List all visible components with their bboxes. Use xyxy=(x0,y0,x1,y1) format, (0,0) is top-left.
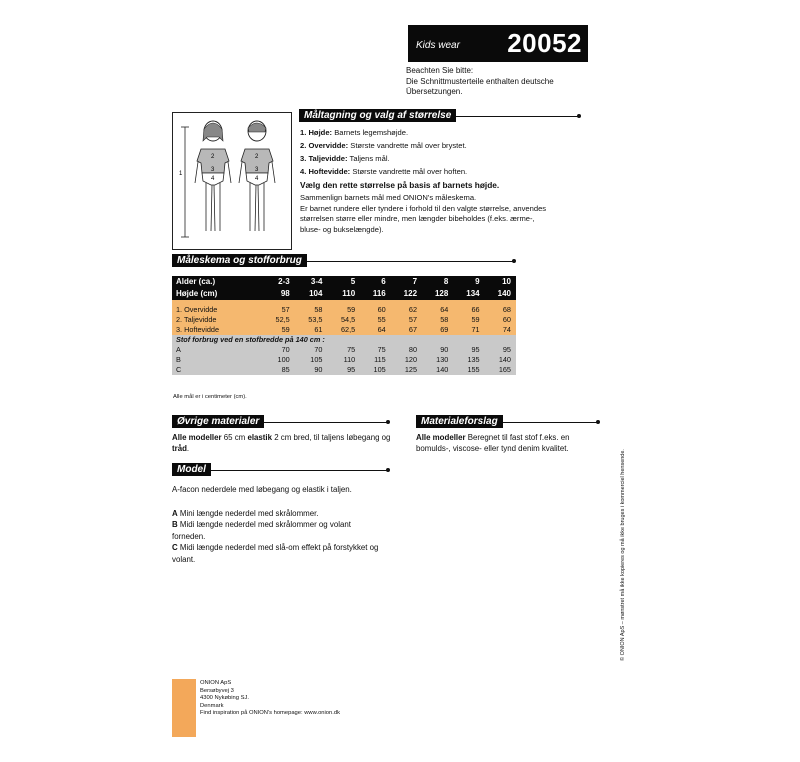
note-line: Beachten Sie bitte: xyxy=(406,66,474,75)
pattern-header xyxy=(408,25,588,62)
size-advice: Vælg den rette størrelse på basis af barnets højde. xyxy=(300,180,500,190)
rule-dot xyxy=(512,259,516,263)
fig-label: 4 xyxy=(211,176,215,182)
model-title: Model xyxy=(172,463,211,476)
orange-accent-bar xyxy=(172,679,196,737)
model-item-b: B Midi længde nederdel med skrålommer og volant xyxy=(172,520,351,529)
fabric-header-row: Stof forbrug ved en stofbredde på 140 cm : xyxy=(172,335,516,345)
table-row: 3. Hoftevidde 59 61 62,5 64 67 69 71 74 xyxy=(172,325,516,335)
material-suggestion-title: Materialeforslag xyxy=(416,415,503,428)
material-suggestion-text: Alle modeller Beregnet til fast stof f.eks. en bomulds-, viscose- eller tynd denim kvalitet. xyxy=(416,433,570,453)
measure-instructions xyxy=(300,128,600,235)
size-table xyxy=(172,276,516,375)
model-item-c: C Midi længde nederdel med slå-om effekt på forstykket og xyxy=(172,543,379,552)
size-note-line: Er barnet rundere eller tyndere i forhold til den valgte størrelse, anvendes xyxy=(300,203,547,213)
compare-text: Sammenlign barnets mål med ONION's måleskema. xyxy=(300,193,477,202)
note-line: Übersetzungen. xyxy=(406,87,463,96)
materials-title: Øvrige materialer xyxy=(172,415,264,428)
copyright-vertical: © ONION ApS – mønstret må ikke kopieres og må ikke bruges i kommerciel hensende. xyxy=(620,449,626,661)
translation-note xyxy=(406,66,554,98)
measure-item: 2. Overvidde: Største vandrette mål over brystet. xyxy=(300,141,467,150)
table-row: C 85 90 95 105 125 140 155 165 xyxy=(172,365,516,375)
model-text xyxy=(172,484,397,565)
fig-label: 4 xyxy=(255,176,259,182)
measurement-table xyxy=(172,276,516,375)
model-item-c-cont: volant. xyxy=(172,554,196,564)
fig-label: 2 xyxy=(211,154,215,160)
kids-wear-label: Kids wear xyxy=(416,40,460,51)
table-row: A 70 70 75 75 80 90 95 95 xyxy=(172,345,516,355)
rule-dot xyxy=(386,468,390,472)
fig-label: 2 xyxy=(255,154,259,160)
table-row: 2. Taljevidde 52,5 53,5 54,5 55 57 58 59 60 xyxy=(172,315,516,325)
children-measure-figure xyxy=(172,112,292,250)
materials-text: Alle modeller 65 cm elastik 2 cm bred, til taljens løbegang og tråd. xyxy=(172,433,391,453)
measure-item: 4. Hoftevidde: Største vandrette mål over hoften. xyxy=(300,167,468,176)
fig-label: 3 xyxy=(255,167,259,173)
company-address: ONION ApS Bersøbyvej 3 4300 Nykøbing SJ. Denmark Find inspiration på ONION's homepage: www.onion.dk xyxy=(200,680,340,717)
model-item-a: A Mini længde nederdel med skrålommer. xyxy=(172,508,319,518)
measure-item: 3. Taljevidde: Taljens mål. xyxy=(300,154,390,163)
note-line: Die Schnittmusterteile enthalten deutsche xyxy=(406,76,554,86)
fig-label: 3 xyxy=(211,167,215,173)
children-illustration xyxy=(173,113,291,249)
rule-dot xyxy=(596,420,600,424)
height-row: Højde (cm) 98 104 110 116 122 128 134 140 xyxy=(172,288,516,300)
fig-label: 1 xyxy=(179,171,183,177)
model-intro: A-facon nederdele med løbegang og elastik i taljen. xyxy=(172,485,352,494)
age-row: Alder (ca.) 2-3 3-4 5 6 7 8 9 10 xyxy=(172,276,516,288)
model-item-b-cont: forneden. xyxy=(172,531,206,541)
pattern-number: 20052 xyxy=(507,28,582,58)
measure-section-title: Måltagning og valg af størrelse xyxy=(299,109,456,122)
size-note-line: bluse- og bukselængde). xyxy=(300,224,384,234)
size-note-line: størrelsen større eller mindre, men længder bibeholdes (f.eks. ærme-, xyxy=(300,214,535,223)
table-row: B 100 105 110 115 120 130 135 140 xyxy=(172,355,516,365)
table-row: 1. Overvidde 57 58 59 60 62 64 66 68 xyxy=(172,305,516,315)
rule-dot xyxy=(577,114,581,118)
table-section-title: Måleskema og stofforbrug xyxy=(172,254,307,267)
rule-dot xyxy=(386,420,390,424)
table-footnote: Alle mål er i centimeter (cm). xyxy=(173,394,247,400)
measure-item: 1. Højde: Barnets legemshøjde. xyxy=(300,128,409,137)
